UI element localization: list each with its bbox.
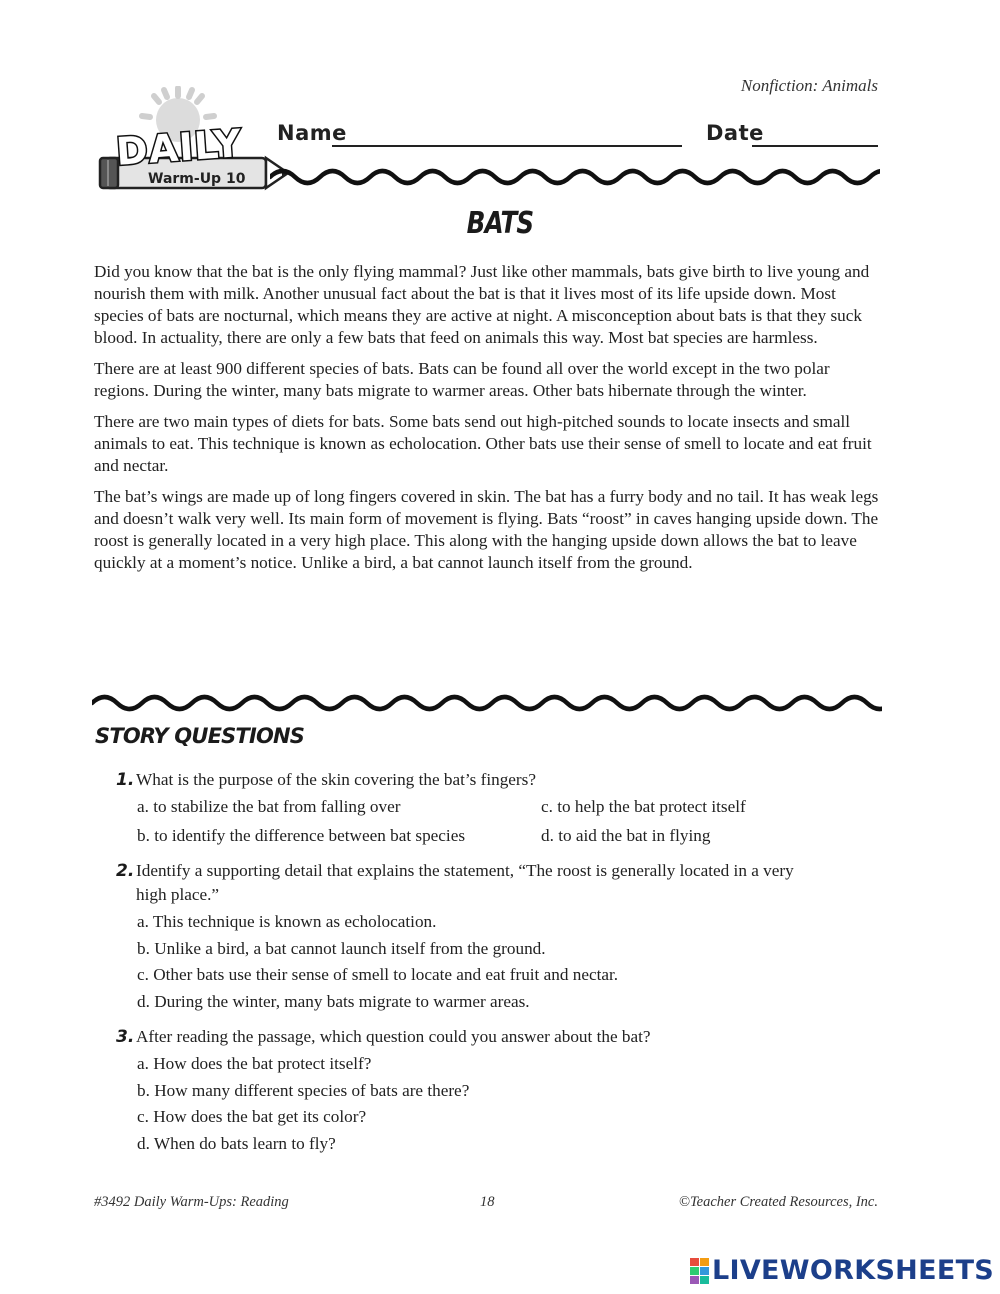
logo-block (700, 1267, 709, 1275)
logo-subtitle: Warm-Up 10 (148, 171, 246, 187)
wavy-divider-top (270, 160, 880, 194)
name-label: Name (277, 121, 347, 145)
logo-block (690, 1276, 699, 1284)
answer-option[interactable]: a. How does the bat protect itself? (137, 1054, 372, 1073)
passage-paragraph: There are two main types of diets for bats. Some bats send out high-pitched sounds to locate insects and small animals to eat. This technique is known as echolocation. Other bats use their sense of smell to locate and eat fruit and nectar. (94, 412, 872, 475)
answer-option[interactable]: a. This technique is known as echolocation. (137, 912, 437, 931)
answer-option[interactable]: d. When do bats learn to fly? (137, 1133, 336, 1153)
logo-block (700, 1276, 709, 1284)
answer-option[interactable]: b. How many different species of bats are there? (137, 1080, 470, 1100)
answer-option[interactable]: d. During the winter, many bats migrate to warmer areas. (137, 991, 530, 1011)
wavy-divider-middle (92, 686, 882, 720)
logo-block (690, 1267, 699, 1275)
story-questions-heading: STORY QUESTIONS (95, 724, 305, 748)
footer-copyright: ©Teacher Created Resources, Inc. (678, 1194, 878, 1210)
date-field-line[interactable] (752, 145, 878, 147)
answer-option[interactable]: c. to help the bat protect itself (541, 797, 746, 816)
questions-list (116, 768, 876, 1167)
passage-paragraph: Did you know that the bat is the only flying mammal? Just like other mammals, bats give birth to live young and nourish them with milk. Another unusual fact about the bat is that it lives most of its life upside down. Most species of bats are nocturnal, which means they are active at night. A misconception about bats is that they suck blood. In actuality, there are only a few bats that feed on animals this way. Most bat species are harmless. (94, 262, 870, 347)
answer-option[interactable]: b. Unlike a bird, a bat cannot launch itself from the ground. (137, 938, 546, 958)
answer-option[interactable]: d. to aid the bat in flying (541, 825, 711, 845)
question-number: 1. (116, 770, 135, 790)
date-label: Date (706, 121, 764, 145)
answer-option[interactable]: a. to stabilize the bat from falling over (137, 797, 401, 816)
page-title: BATS (466, 206, 534, 241)
answer-option[interactable]: c. Other bats use their sense of smell to locate and eat fruit and nectar. (137, 965, 619, 984)
question-number: 2. (116, 861, 135, 881)
category-label: Nonfiction: Animals (740, 76, 878, 95)
question-text: What is the purpose of the skin covering the bat’s fingers? (136, 770, 536, 789)
answer-option[interactable]: c. How does the bat get its color? (137, 1107, 367, 1126)
liveworksheets-logo-icon (690, 1258, 709, 1284)
liveworksheets-watermark (690, 1255, 994, 1286)
logo-block (700, 1258, 709, 1266)
question-3 (116, 1025, 876, 1157)
passage-paragraph: There are at least 900 different species of bats. Bats can be found all over the world except in the two polar regions. During the winter, many bats migrate to warmer areas. Other bats hibernate through the winter. (94, 359, 830, 400)
question-text: Identify a supporting detail that explains the statement, “The roost is generally located in a very high place.” (136, 861, 794, 904)
answer-option[interactable]: b. to identify the difference between bat species (137, 825, 466, 845)
question-2 (116, 859, 876, 1015)
name-field-line[interactable] (332, 145, 682, 147)
liveworksheets-brand: LIVEWORKSHEETS (712, 1255, 995, 1286)
logo-block (690, 1258, 699, 1266)
question-text: After reading the passage, which question could you answer about the bat? (136, 1027, 651, 1046)
question-number: 3. (116, 1027, 135, 1047)
footer-book-title: #3492 Daily Warm-Ups: Reading (94, 1194, 289, 1210)
passage-paragraph: The bat’s wings are made up of long fingers covered in skin. The bat has a furry body and no tail. It has weak legs and doesn’t walk very well. Its main form of movement is flying. Bats “roost” in caves hanging upside down. The roost is generally located in a very high place. This along with the hanging upside down allows the bat to leave quickly at a moment’s notice. Unlike a bird, a bat cannot launch itself from the ground. (94, 487, 879, 572)
logo-word: DAILY (114, 121, 244, 174)
question-1 (116, 768, 876, 849)
footer-page-number: 18 (480, 1194, 495, 1210)
daily-warmup-logo (96, 86, 296, 198)
reading-passage (94, 261, 884, 583)
